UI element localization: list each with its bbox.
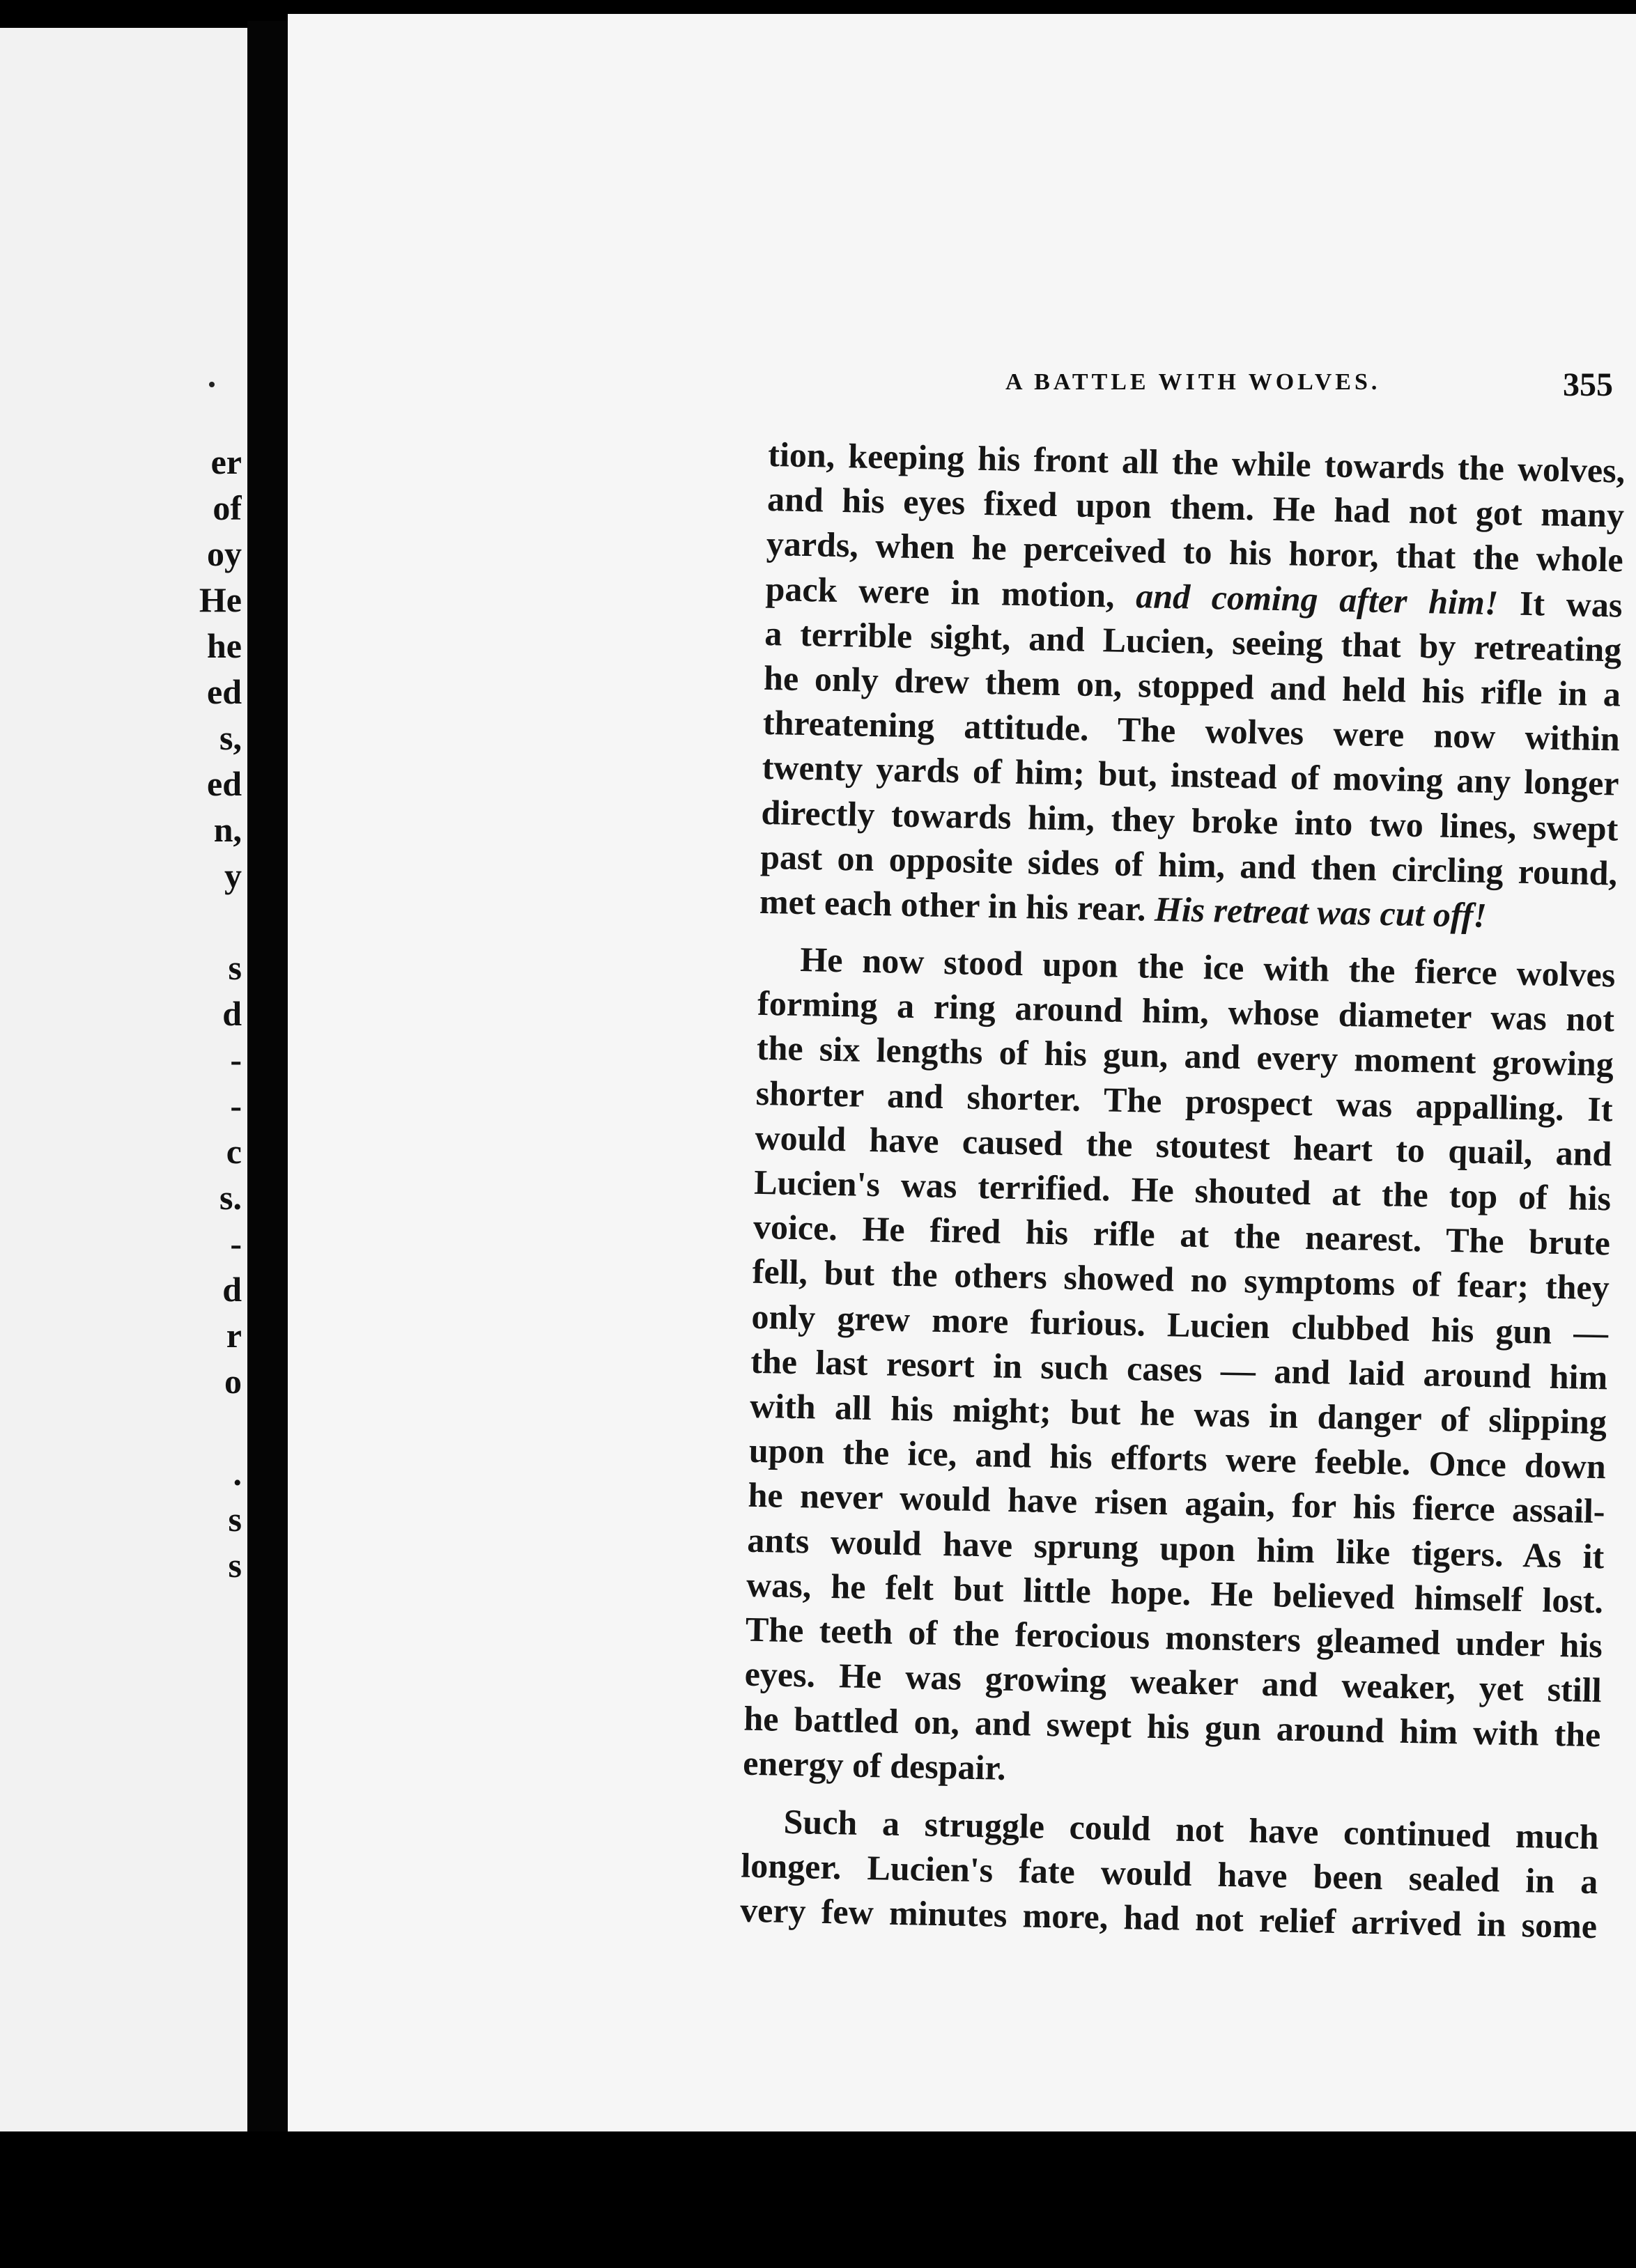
paragraph <box>759 432 1625 940</box>
left-edge-fragment: ed <box>207 764 242 803</box>
speck-mark <box>209 382 215 387</box>
left-page-edge-text <box>186 439 242 1588</box>
text-run: he only drew them on, stopped and held his rifle in a <box>763 658 1621 714</box>
text-run: It was <box>1497 582 1623 625</box>
running-head: A BATTLE WITH WOLVES. <box>1005 369 1381 395</box>
text-run: The teeth of the ferocious monsters gleamed under his <box>745 1609 1603 1665</box>
text-run: He now stood upon the ice with the fierce wolves <box>799 940 1616 995</box>
text-run: with all his might; but he was in danger of slipping <box>749 1385 1607 1442</box>
text-run: the six lengths of his gun, and every moment growing <box>756 1028 1614 1084</box>
left-edge-fragment: . <box>233 1454 242 1493</box>
page <box>288 14 1636 2131</box>
page-number: 355 <box>1563 366 1613 403</box>
left-edge-fragment: d <box>222 1270 242 1309</box>
text-run: eyes. He was growing weaker and weaker, yet still <box>744 1654 1603 1710</box>
left-edge-fragment: oy <box>207 534 242 573</box>
text-run: and his eyes fixed upon them. He had not got many <box>766 479 1625 535</box>
text-run: directly towards him, they broke into two lines, swept <box>760 792 1619 848</box>
text-run: yards, when he perceived to his horor, that the whole <box>766 524 1624 580</box>
text-run: met each other in his rear. <box>759 881 1155 929</box>
left-edge-fragment: s <box>228 1546 242 1585</box>
text-run: past on opposite sides of him, and then circling round, <box>759 837 1618 893</box>
text-run: upon the ice, and his efforts were feeble. Once down <box>748 1430 1607 1486</box>
left-edge-fragment: - <box>230 1040 242 1079</box>
paragraph <box>740 1798 1599 1948</box>
text-run: a terrible sight, and Lucien, seeing that by retreating <box>764 613 1622 669</box>
left-edge-fragment: ed <box>207 672 242 711</box>
left-edge-fragment: o <box>224 1362 242 1401</box>
text-run: Such a struggle could not have continued much <box>783 1801 1600 1856</box>
text-run: he never would have risen again, for his fierce assail- <box>748 1475 1606 1531</box>
paragraph <box>743 936 1616 1802</box>
left-edge-fragment: he <box>207 626 242 665</box>
text-run: fell, but the others showed no symptoms of fear; they <box>752 1252 1610 1307</box>
text-run: longer. Lucien's fate would have been sealed in a <box>740 1845 1598 1902</box>
text-run: forming a ring around him, whose diameter was not <box>757 984 1615 1039</box>
text-run: very few minutes more, had not relief arrived in some <box>739 1890 1598 1946</box>
text-run: he battled on, and swept his gun around him with the <box>743 1698 1601 1755</box>
left-edge-fragment: of <box>213 488 242 527</box>
left-edge-fragment: s, <box>219 718 242 757</box>
left-edge-fragment: d <box>222 994 242 1033</box>
left-edge-fragment <box>186 899 242 945</box>
left-edge-fragment: er <box>210 442 242 481</box>
left-edge-fragment: s <box>228 1500 242 1539</box>
text-run: ants would have sprung upon him like tigers. As it <box>746 1520 1605 1576</box>
italic-text: and coming after him! <box>1135 575 1499 622</box>
text-run: threatening attitude. The wolves were now within <box>762 703 1621 759</box>
left-edge-fragment: y <box>224 856 242 895</box>
left-edge-fragment: He <box>199 580 242 619</box>
body-text <box>740 432 1626 1948</box>
text-run: tion, keeping his front all the while towards the wolves, <box>767 434 1626 490</box>
left-edge-fragment: n, <box>213 810 242 849</box>
left-edge-fragment <box>186 1404 242 1450</box>
left-edge-fragment: r <box>226 1316 242 1355</box>
text-run: the last resort in such cases — and laid around him <box>750 1341 1608 1397</box>
left-edge-fragment: c <box>226 1132 242 1171</box>
text-run: pack were in motion, <box>765 568 1136 615</box>
book-spine <box>247 21 288 2131</box>
left-page <box>0 28 247 2131</box>
text-run: would have caused the stoutest heart to quail, and <box>755 1117 1612 1174</box>
text-run: was, he felt but little hope. He believed himself lost. <box>746 1564 1604 1620</box>
left-edge-fragment: - <box>230 1224 242 1263</box>
text-run: voice. He fired his rifle at the nearest. The brute <box>753 1206 1611 1263</box>
text-run: shorter and shorter. The prospect was appalling. It <box>755 1073 1614 1129</box>
text-run: Lucien's was terrified. He shouted at the top of his <box>753 1162 1612 1218</box>
italic-text: His retreat was cut off! <box>1154 889 1488 935</box>
text-run: only grew more furious. Lucien clubbed his gun — <box>751 1296 1609 1352</box>
left-edge-fragment: s. <box>219 1178 242 1217</box>
text-run: twenty yards of him; but, instead of moving any longer <box>762 747 1620 803</box>
text-run: energy of despair. <box>742 1743 1007 1788</box>
left-edge-fragment: - <box>230 1086 242 1125</box>
left-edge-fragment: s <box>228 948 242 987</box>
